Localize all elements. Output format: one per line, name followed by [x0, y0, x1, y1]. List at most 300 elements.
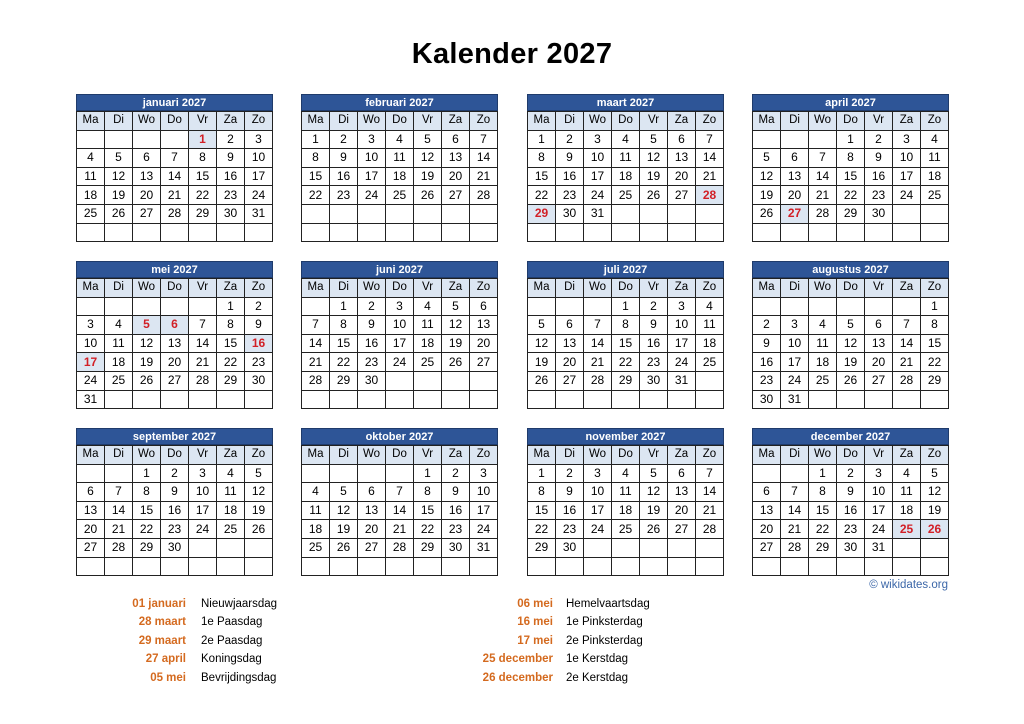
day-cell: 8	[189, 149, 217, 168]
month-header: juli 2027	[527, 261, 724, 278]
empty-cell	[442, 390, 470, 409]
day-cell: 3	[77, 316, 105, 335]
day-cell: 3	[865, 464, 893, 483]
month-header: juni 2027	[301, 261, 498, 278]
day-cell: 7	[696, 130, 724, 149]
day-cell: 21	[302, 353, 330, 372]
weekday-header: Za	[668, 112, 696, 131]
page-title: Kalender 2027	[411, 38, 613, 70]
day-cell: 20	[133, 186, 161, 205]
empty-cell	[161, 390, 189, 409]
day-cell: 7	[161, 149, 189, 168]
day-cell: 25	[77, 204, 105, 223]
holiday-day-cell: 16	[245, 334, 273, 353]
day-cell: 5	[640, 130, 668, 149]
day-cell: 23	[217, 186, 245, 205]
month-table	[301, 278, 498, 409]
day-cell: 4	[809, 316, 837, 335]
empty-cell	[837, 390, 865, 409]
weekday-header: Do	[386, 112, 414, 131]
day-cell: 26	[414, 186, 442, 205]
day-cell: 24	[865, 520, 893, 539]
holiday-row	[445, 650, 705, 668]
day-cell: 9	[837, 483, 865, 502]
day-cell: 16	[753, 353, 781, 372]
day-cell: 4	[77, 149, 105, 168]
empty-cell	[245, 538, 273, 557]
month-header: augustus 2027	[752, 261, 949, 278]
empty-cell	[358, 557, 386, 576]
day-cell: 27	[358, 538, 386, 557]
weekday-header: Do	[612, 446, 640, 465]
day-cell: 27	[161, 371, 189, 390]
weekday-header: Ma	[77, 112, 105, 131]
day-cell: 17	[893, 167, 921, 186]
day-cell: 29	[921, 371, 949, 390]
day-cell: 12	[245, 483, 273, 502]
day-cell: 1	[528, 130, 556, 149]
empty-cell	[781, 130, 809, 149]
weekday-header: Vr	[414, 279, 442, 298]
weekday-header: Ma	[528, 446, 556, 465]
day-cell: 12	[640, 149, 668, 168]
day-cell: 24	[584, 520, 612, 539]
day-cell: 20	[556, 353, 584, 372]
day-cell: 26	[105, 204, 133, 223]
weekday-header: Do	[612, 279, 640, 298]
day-cell: 6	[865, 316, 893, 335]
weekday-header: Zo	[921, 112, 949, 131]
day-cell: 28	[189, 371, 217, 390]
empty-cell	[77, 464, 105, 483]
day-cell: 12	[528, 334, 556, 353]
empty-cell	[133, 297, 161, 316]
weekday-header: Di	[105, 112, 133, 131]
day-cell: 9	[556, 149, 584, 168]
weekday-header: Ma	[528, 279, 556, 298]
empty-cell	[837, 557, 865, 576]
weekday-header: Di	[556, 112, 584, 131]
day-cell: 9	[161, 483, 189, 502]
day-cell: 27	[556, 371, 584, 390]
day-cell: 4	[302, 483, 330, 502]
day-cell: 15	[528, 501, 556, 520]
day-cell: 3	[358, 130, 386, 149]
empty-cell	[753, 130, 781, 149]
empty-cell	[414, 390, 442, 409]
day-cell: 10	[668, 316, 696, 335]
weekday-header: Za	[217, 279, 245, 298]
empty-cell	[640, 390, 668, 409]
day-cell: 22	[133, 520, 161, 539]
empty-cell	[330, 223, 358, 242]
day-cell: 20	[358, 520, 386, 539]
day-cell: 5	[330, 483, 358, 502]
weekday-header: Wo	[133, 279, 161, 298]
empty-cell	[470, 390, 498, 409]
day-cell: 8	[217, 316, 245, 335]
weekday-header: Zo	[696, 446, 724, 465]
day-cell: 22	[612, 353, 640, 372]
holiday-date: 27 april	[145, 653, 186, 666]
holiday-name: 1e Kerstdag	[566, 653, 629, 666]
day-cell: 16	[837, 501, 865, 520]
empty-cell	[133, 390, 161, 409]
day-cell: 19	[640, 501, 668, 520]
weekday-header: Do	[837, 446, 865, 465]
day-cell: 11	[921, 149, 949, 168]
day-cell: 1	[414, 464, 442, 483]
day-cell: 23	[556, 186, 584, 205]
empty-cell	[386, 390, 414, 409]
day-cell: 4	[921, 130, 949, 149]
credit-text[interactable]: © wikidates.org	[869, 579, 948, 591]
empty-cell	[893, 557, 921, 576]
day-cell: 13	[781, 167, 809, 186]
day-cell: 2	[640, 297, 668, 316]
day-cell: 4	[217, 464, 245, 483]
day-cell: 28	[809, 204, 837, 223]
day-cell: 24	[893, 186, 921, 205]
day-cell: 9	[330, 149, 358, 168]
day-cell: 18	[77, 186, 105, 205]
day-cell: 12	[442, 316, 470, 335]
day-cell: 21	[893, 353, 921, 372]
empty-cell	[781, 464, 809, 483]
weekday-header: Do	[386, 279, 414, 298]
day-cell: 22	[330, 353, 358, 372]
day-cell: 8	[414, 483, 442, 502]
day-cell: 3	[668, 297, 696, 316]
empty-cell	[330, 390, 358, 409]
weekday-header: Ma	[302, 446, 330, 465]
empty-cell	[781, 557, 809, 576]
day-cell: 14	[696, 483, 724, 502]
empty-cell	[302, 557, 330, 576]
day-cell: 24	[77, 371, 105, 390]
day-cell: 10	[358, 149, 386, 168]
empty-cell	[386, 223, 414, 242]
month-calendar	[76, 94, 273, 242]
day-cell: 2	[217, 130, 245, 149]
holiday-date: 25 december	[482, 653, 553, 666]
weekday-header: Ma	[528, 112, 556, 131]
empty-cell	[753, 223, 781, 242]
day-cell: 24	[245, 186, 273, 205]
empty-cell	[245, 390, 273, 409]
day-cell: 5	[414, 130, 442, 149]
month-table	[527, 445, 724, 576]
day-cell: 25	[612, 520, 640, 539]
month-table	[301, 445, 498, 576]
day-cell: 6	[133, 149, 161, 168]
day-cell: 1	[133, 464, 161, 483]
day-cell: 10	[189, 483, 217, 502]
day-cell: 4	[414, 297, 442, 316]
day-cell: 27	[753, 538, 781, 557]
day-cell: 10	[245, 149, 273, 168]
empty-cell	[358, 204, 386, 223]
day-cell: 28	[161, 204, 189, 223]
day-cell: 28	[781, 538, 809, 557]
day-cell: 22	[414, 520, 442, 539]
holiday-row	[445, 595, 705, 613]
day-cell: 29	[217, 371, 245, 390]
weekday-header: Wo	[133, 446, 161, 465]
empty-cell	[414, 371, 442, 390]
day-cell: 7	[809, 149, 837, 168]
holiday-day-cell: 26	[921, 520, 949, 539]
day-cell: 14	[781, 501, 809, 520]
day-cell: 23	[245, 353, 273, 372]
empty-cell	[302, 297, 330, 316]
day-cell: 10	[386, 316, 414, 335]
day-cell: 18	[302, 520, 330, 539]
day-cell: 5	[753, 149, 781, 168]
weekday-header: Wo	[358, 279, 386, 298]
day-cell: 15	[330, 334, 358, 353]
day-cell: 23	[442, 520, 470, 539]
day-cell: 27	[133, 204, 161, 223]
empty-cell	[302, 390, 330, 409]
day-cell: 20	[781, 186, 809, 205]
day-cell: 27	[668, 186, 696, 205]
weekday-header: Zo	[470, 112, 498, 131]
day-cell: 29	[330, 371, 358, 390]
day-cell: 30	[217, 204, 245, 223]
weekday-header: Zo	[921, 446, 949, 465]
month-table	[76, 445, 273, 576]
holiday-name: 1e Paasdag	[201, 616, 263, 629]
day-cell: 4	[893, 464, 921, 483]
month-header: november 2027	[527, 428, 724, 445]
holiday-name: Hemelvaartsdag	[566, 598, 650, 610]
day-cell: 6	[77, 483, 105, 502]
empty-cell	[330, 557, 358, 576]
day-cell: 13	[358, 501, 386, 520]
empty-cell	[640, 223, 668, 242]
day-cell: 21	[696, 167, 724, 186]
day-cell: 13	[133, 167, 161, 186]
empty-cell	[865, 297, 893, 316]
day-cell: 13	[77, 501, 105, 520]
day-cell: 24	[189, 520, 217, 539]
day-cell: 18	[612, 167, 640, 186]
day-cell: 13	[161, 334, 189, 353]
empty-cell	[584, 557, 612, 576]
weekday-header: Za	[442, 279, 470, 298]
day-cell: 18	[217, 501, 245, 520]
day-cell: 21	[584, 353, 612, 372]
empty-cell	[837, 297, 865, 316]
empty-cell	[893, 204, 921, 223]
day-cell: 20	[668, 167, 696, 186]
empty-cell	[217, 538, 245, 557]
empty-cell	[893, 390, 921, 409]
weekday-header: Ma	[302, 279, 330, 298]
holiday-name: 2e Pinksterdag	[566, 634, 643, 647]
empty-cell	[133, 130, 161, 149]
day-cell: 5	[921, 464, 949, 483]
weekday-header: Za	[217, 112, 245, 131]
holiday-row	[445, 632, 705, 650]
day-cell: 16	[640, 334, 668, 353]
day-cell: 1	[528, 464, 556, 483]
day-cell: 7	[470, 130, 498, 149]
day-cell: 5	[245, 464, 273, 483]
day-cell: 9	[556, 483, 584, 502]
day-cell: 1	[809, 464, 837, 483]
empty-cell	[612, 223, 640, 242]
empty-cell	[245, 557, 273, 576]
empty-cell	[809, 390, 837, 409]
empty-cell	[105, 297, 133, 316]
weekday-header: Vr	[189, 446, 217, 465]
day-cell: 14	[809, 167, 837, 186]
holiday-day-cell: 17	[77, 353, 105, 372]
day-cell: 31	[470, 538, 498, 557]
day-cell: 21	[809, 186, 837, 205]
weekday-header: Zo	[696, 279, 724, 298]
day-cell: 8	[837, 149, 865, 168]
day-cell: 23	[330, 186, 358, 205]
weekday-header: Wo	[133, 112, 161, 131]
holiday-row	[90, 613, 310, 631]
month-calendar	[752, 428, 949, 576]
weekday-header: Ma	[77, 446, 105, 465]
day-cell: 23	[837, 520, 865, 539]
day-cell: 14	[161, 167, 189, 186]
day-cell: 2	[330, 130, 358, 149]
day-cell: 11	[809, 334, 837, 353]
day-cell: 7	[386, 483, 414, 502]
empty-cell	[77, 130, 105, 149]
day-cell: 25	[809, 371, 837, 390]
day-cell: 30	[640, 371, 668, 390]
day-cell: 29	[837, 204, 865, 223]
day-cell: 19	[330, 520, 358, 539]
day-cell: 18	[386, 167, 414, 186]
weekday-header: Zo	[470, 446, 498, 465]
holiday-day-cell: 6	[161, 316, 189, 335]
day-cell: 30	[753, 390, 781, 409]
weekday-header: Za	[893, 279, 921, 298]
empty-cell	[302, 464, 330, 483]
empty-cell	[584, 297, 612, 316]
day-cell: 2	[837, 464, 865, 483]
empty-cell	[189, 557, 217, 576]
holiday-date: 16 mei	[517, 616, 553, 629]
month-header: mei 2027	[76, 261, 273, 278]
day-cell: 11	[77, 167, 105, 186]
day-cell: 31	[245, 204, 273, 223]
empty-cell	[189, 223, 217, 242]
empty-cell	[386, 371, 414, 390]
day-cell: 19	[640, 167, 668, 186]
holiday-date: 06 mei	[517, 598, 553, 610]
day-cell: 1	[217, 297, 245, 316]
day-cell: 29	[133, 538, 161, 557]
month-table	[76, 278, 273, 409]
empty-cell	[584, 223, 612, 242]
month-calendar	[301, 428, 498, 576]
month-table	[752, 111, 949, 242]
month-table	[76, 111, 273, 242]
weekday-header: Za	[893, 112, 921, 131]
empty-cell	[77, 297, 105, 316]
day-cell: 26	[442, 353, 470, 372]
month-calendar	[527, 94, 724, 242]
empty-cell	[696, 223, 724, 242]
empty-cell	[584, 390, 612, 409]
day-cell: 19	[837, 353, 865, 372]
day-cell: 29	[528, 538, 556, 557]
day-cell: 30	[442, 538, 470, 557]
empty-cell	[921, 538, 949, 557]
day-cell: 2	[161, 464, 189, 483]
day-cell: 8	[612, 316, 640, 335]
holiday-name: Bevrijdingsdag	[201, 671, 277, 684]
month-table	[301, 111, 498, 242]
weekday-header: Vr	[640, 112, 668, 131]
empty-cell	[133, 557, 161, 576]
empty-cell	[556, 223, 584, 242]
day-cell: 14	[470, 149, 498, 168]
weekday-header: Zo	[245, 446, 273, 465]
day-cell: 1	[837, 130, 865, 149]
day-cell: 2	[865, 130, 893, 149]
day-cell: 15	[414, 501, 442, 520]
day-cell: 11	[217, 483, 245, 502]
holiday-row	[90, 595, 310, 613]
month-header: september 2027	[76, 428, 273, 445]
day-cell: 25	[696, 353, 724, 372]
empty-cell	[809, 130, 837, 149]
day-cell: 7	[584, 316, 612, 335]
day-cell: 14	[386, 501, 414, 520]
day-cell: 14	[189, 334, 217, 353]
day-cell: 15	[809, 501, 837, 520]
empty-cell	[442, 371, 470, 390]
day-cell: 26	[837, 371, 865, 390]
day-cell: 7	[893, 316, 921, 335]
weekday-header: Do	[612, 112, 640, 131]
day-cell: 15	[528, 167, 556, 186]
day-cell: 18	[612, 501, 640, 520]
empty-cell	[612, 390, 640, 409]
empty-cell	[386, 464, 414, 483]
day-cell: 16	[865, 167, 893, 186]
empty-cell	[105, 464, 133, 483]
holiday-name: Koningsdag	[201, 653, 262, 666]
day-cell: 31	[781, 390, 809, 409]
day-cell: 12	[330, 501, 358, 520]
holiday-date: 28 maart	[138, 616, 186, 629]
empty-cell	[358, 464, 386, 483]
empty-cell	[921, 223, 949, 242]
month-calendar	[527, 261, 724, 409]
empty-cell	[358, 223, 386, 242]
day-cell: 4	[386, 130, 414, 149]
empty-cell	[161, 223, 189, 242]
empty-cell	[470, 223, 498, 242]
day-cell: 23	[640, 353, 668, 372]
day-cell: 6	[781, 149, 809, 168]
day-cell: 3	[893, 130, 921, 149]
day-cell: 5	[837, 316, 865, 335]
holiday-date: 26 december	[482, 671, 553, 684]
weekday-header: Di	[556, 446, 584, 465]
